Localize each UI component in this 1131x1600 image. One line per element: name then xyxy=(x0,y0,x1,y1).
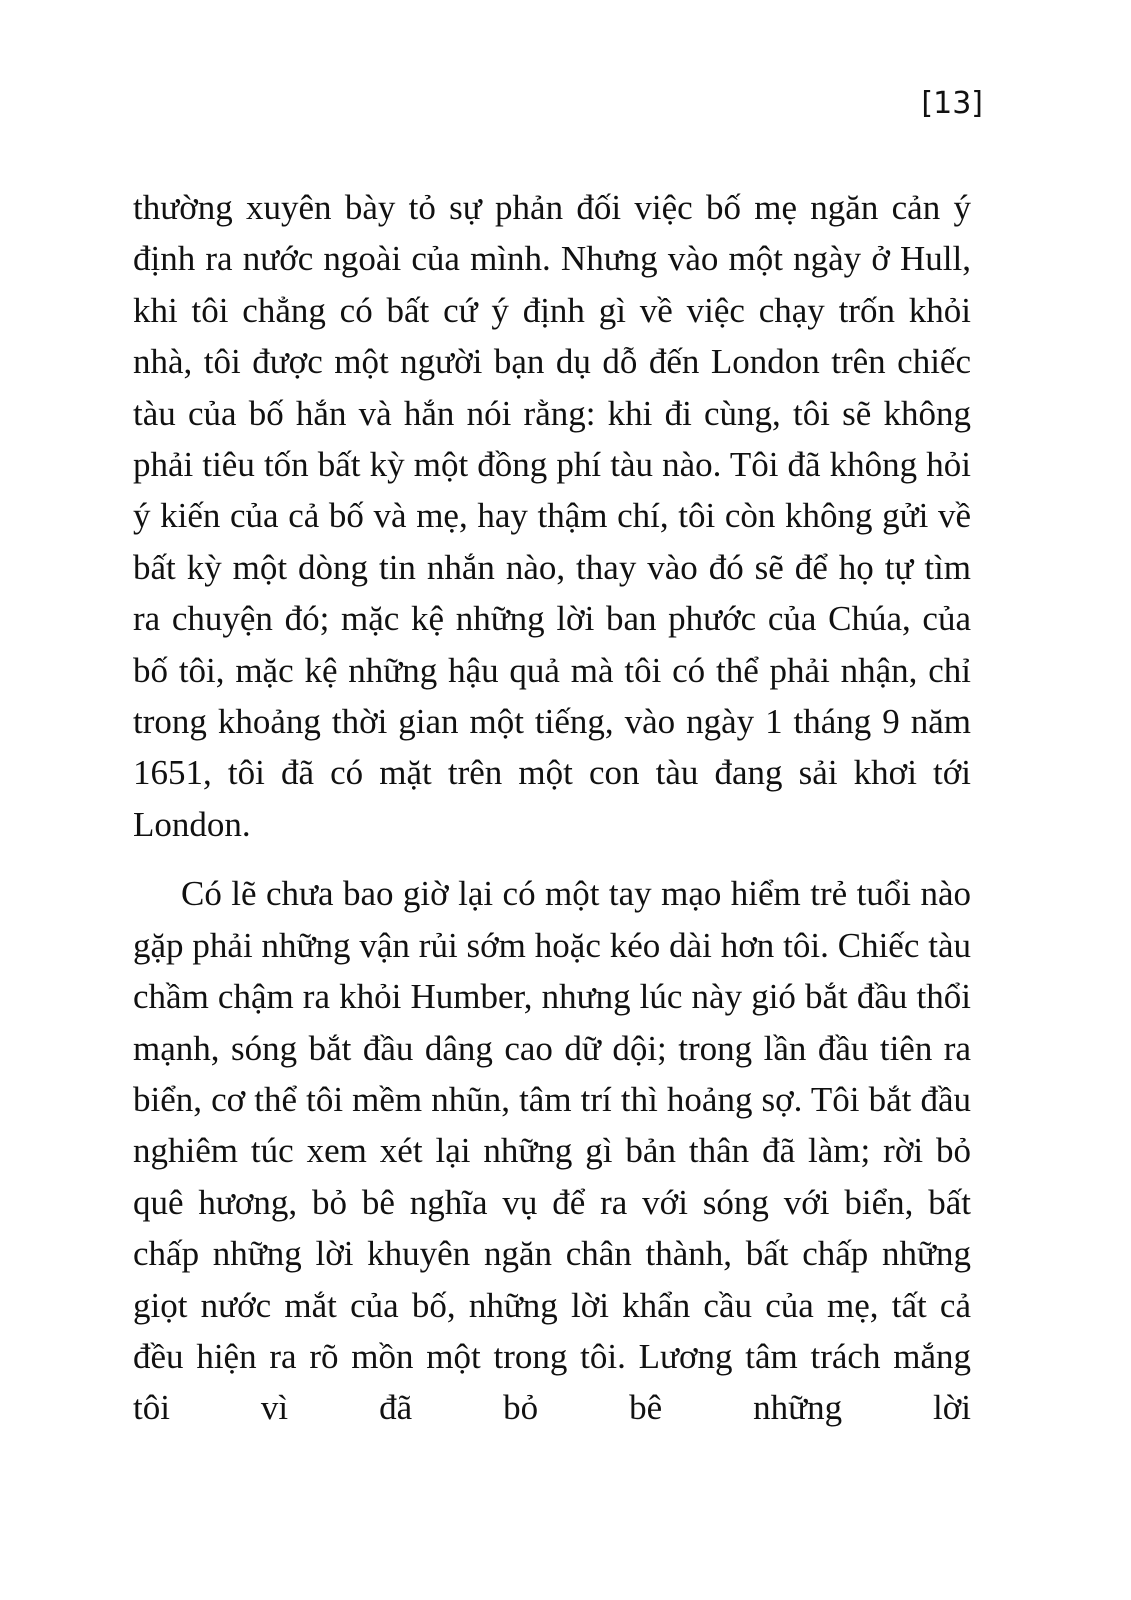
page-body-text xyxy=(133,182,971,1434)
paragraph-1: thường xuyên bày tỏ sự phản đối việc bố mẹ ngăn cản ý định ra nước ngoài của mình. Nhưng vào một ngày ở Hull, khi tôi chẳng có bất cứ ý định gì về việc chạy trốn khỏi nhà, tôi được một người bạn dụ dỗ đến London trên chiếc tàu của bố hắn và hắn nói rằng: khi đi cùng, tôi sẽ không phải tiêu tốn bất kỳ một đồng phí tàu nào. Tôi đã không hỏi ý kiến của cả bố và mẹ, hay thậm chí, tôi còn không gửi về bất kỳ một dòng tin nhắn nào, thay vào đó sẽ để họ tự tìm ra chuyện đó; mặc kệ những lời ban phước của Chúa, của bố tôi, mặc kệ những hậu quả mà tôi có thể phải nhận, chỉ trong khoảng thời gian một tiếng, vào ngày 1 tháng 9 năm 1651, tôi đã có mặt trên một con tàu đang sải khơi tới London. xyxy=(133,188,971,844)
page-number: [13] xyxy=(921,86,983,121)
paragraph-2: Có lẽ chưa bao giờ lại có một tay mạo hiểm trẻ tuổi nào gặp phải những vận rủi sớm hoặc kéo dài hơn tôi. Chiếc tàu chầm chậm ra khỏi Humber, nhưng lúc này gió bắt đầu thổi mạnh, sóng bắt đầu dâng cao dữ dội; trong lần đầu tiên ra biển, cơ thể tôi mềm nhũn, tâm trí thì hoảng sợ. Tôi bắt đầu nghiêm túc xem xét lại những gì bản thân đã làm; rời bỏ quê hương, bỏ bê nghĩa vụ để ra với sóng với biển, bất chấp những lời khuyên ngăn chân thành, bất chấp những giọt nước mắt của bố, những lời khẩn cầu của mẹ, tất cả đều hiện ra rõ mồn một trong tôi. Lương tâm trách mắng tôi vì đã bỏ bê những lời xyxy=(133,874,971,1428)
